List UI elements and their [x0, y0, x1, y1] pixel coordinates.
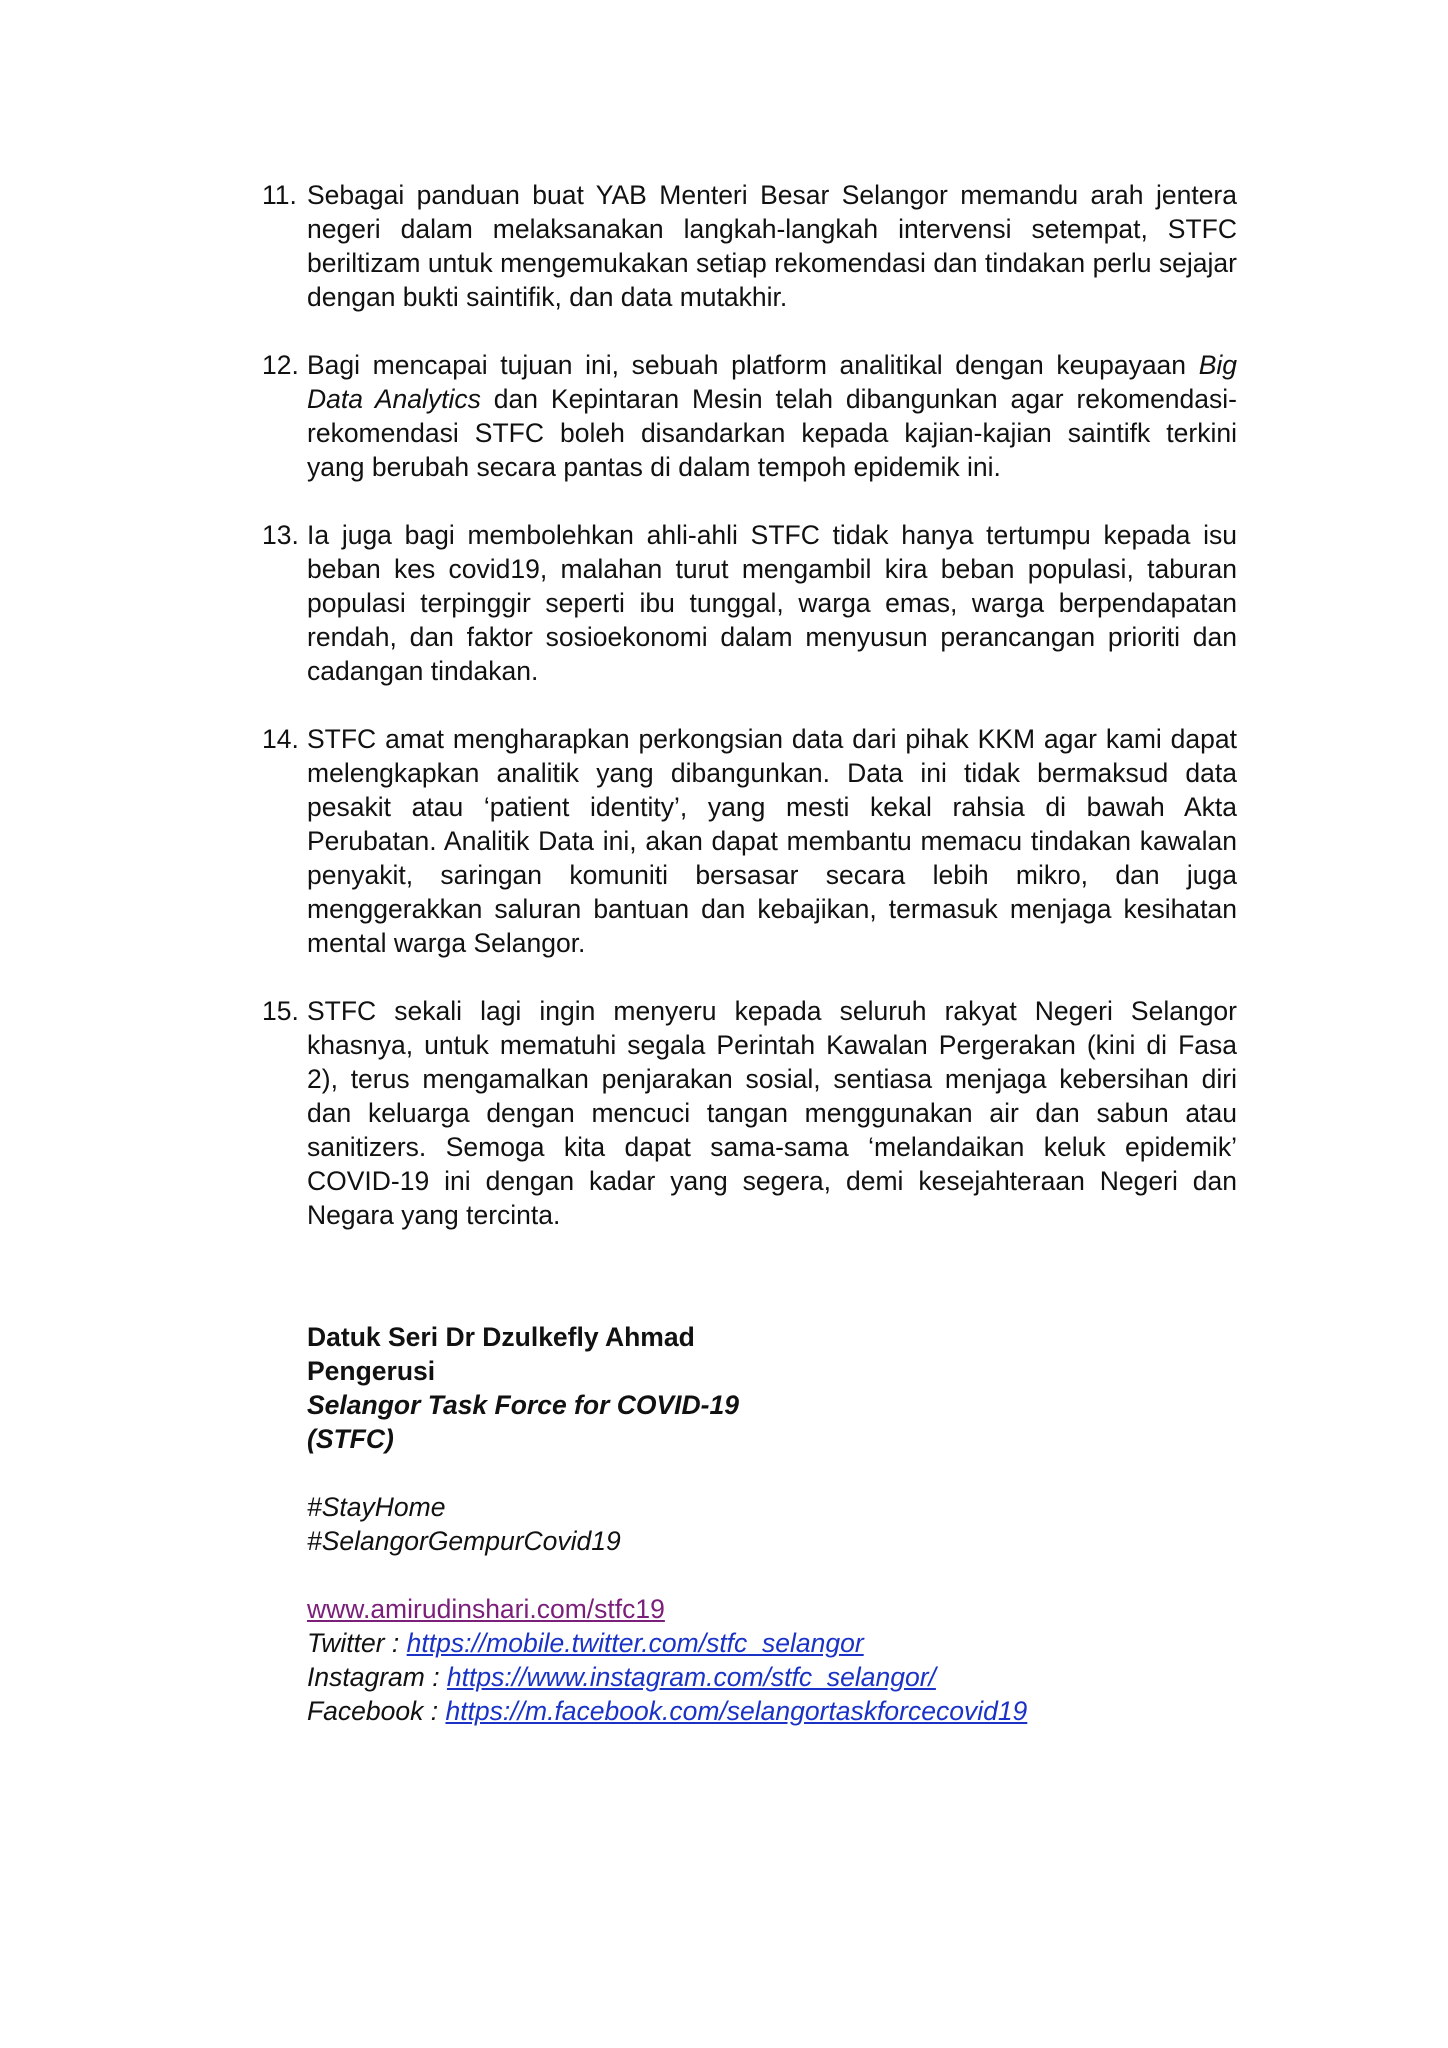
paragraph-number: 15. — [262, 996, 299, 1026]
facebook-row — [307, 1694, 1207, 1728]
paragraph-item — [262, 518, 1237, 688]
hashtag: #StayHome — [307, 1492, 446, 1522]
paragraph-segment: Sebagai panduan buat YAB Menteri Besar Selangor memandu arah jentera negeri dalam melaksanakan langkah-langkah intervensi setempat, STFC beriltizam untuk mengemukakan setiap rekomendasi dan tindakan perlu sejajar dengan bukti saintifik, dan data mutakhir. — [307, 180, 1237, 312]
twitter-row — [307, 1626, 1207, 1660]
website-row — [307, 1592, 1207, 1626]
paragraph-text — [307, 994, 1237, 1232]
paragraph-segment: dan Kepintaran Mesin telah dibangunkan agar rekomendasi-rekomendasi STFC boleh disandarkan kepada kajian-kajian saintifk terkini yang berubah secara pantas di dalam tempoh epidemik ini. — [307, 384, 1237, 482]
paragraph-segment: STFC sekali lagi ingin menyeru kepada seluruh rakyat Negeri Selangor khasnya, untuk mematuhi segala Perintah Kawalan Pergerakan (kini di Fasa 2), terus mengamalkan penjarakan sosial, sentiasa menjaga kebersihan diri dan keluarga dengan mencuci tangan menggunakan air dan sabun atau sanitizers. Semoga kita dapat sama-sama ‘melandaikan keluk epidemik’ COVID-19 ini dengan kadar yang segera, demi kesejahteraan Negeri dan Negara yang tercinta. — [307, 996, 1237, 1230]
paragraph-number: 14. — [262, 724, 299, 754]
paragraph-segment-italic: Big Data Analytics — [307, 350, 1237, 414]
instagram-label: Instagram : — [307, 1662, 447, 1692]
twitter-label: Twitter : — [307, 1628, 407, 1658]
facebook-link[interactable]: https://m.facebook.com/selangortaskforcecovid19 — [445, 1696, 1028, 1726]
website-link[interactable]: www.amirudinshari.com/stfc19 — [307, 1594, 665, 1624]
paragraph-number: 13. — [262, 520, 299, 550]
paragraph-segment: STFC amat mengharapkan perkongsian data dari pihak KKM agar kami dapat melengkapkan analitik yang dibangunkan. Data ini tidak bermaksud data pesakit atau ‘patient identity’, yang mesti kekal rahsia di bawah Akta Perubatan. Analitik Data ini, akan dapat membantu memacu tindakan kawalan penyakit, saringan komuniti bersasar secara lebih mikro, dan juga menggerakkan saluran bantuan dan kebajikan, termasuk menjaga kesihatan mental warga Selangor. — [307, 724, 1237, 958]
signatory-name: Datuk Seri Dr Dzulkefly Ahmad — [307, 1322, 695, 1352]
paragraph-text — [307, 348, 1237, 484]
paragraph-text — [307, 722, 1237, 960]
hashtag: #SelangorGempurCovid19 — [307, 1526, 621, 1556]
paragraph-item — [262, 178, 1237, 314]
instagram-row — [307, 1660, 1207, 1694]
paragraph-item — [262, 722, 1237, 960]
twitter-link[interactable]: https://mobile.twitter.com/stfc_selangor — [406, 1628, 864, 1658]
links-block — [307, 1592, 1207, 1728]
facebook-label: Facebook : — [307, 1696, 446, 1726]
paragraph-text — [307, 518, 1237, 688]
signatory-organization: Selangor Task Force for COVID-19 — [307, 1390, 739, 1420]
paragraph-item — [262, 348, 1237, 484]
paragraph-text — [307, 178, 1237, 314]
instagram-link[interactable]: https://www.instagram.com/stfc_selangor/ — [446, 1662, 936, 1692]
signature-block — [307, 1320, 1207, 1456]
paragraph-number: 12. — [262, 350, 299, 380]
paragraph-segment: Bagi mencapai tujuan ini, sebuah platform analitikal dengan keupayaan — [307, 350, 1199, 380]
paragraph-segment: Ia juga bagi membolehkan ahli-ahli STFC tidak hanya tertumpu kepada isu beban kes covid19, malahan turut mengambil kira beban populasi, taburan populasi terpinggir seperti ibu tunggal, warga emas, warga berpendapatan rendah, dan faktor sosioekonomi dalam menyusun perancangan prioriti dan cadangan tindakan. — [307, 520, 1237, 686]
signatory-abbreviation: (STFC) — [307, 1424, 394, 1454]
signatory-position: Pengerusi — [307, 1356, 436, 1386]
numbered-paragraph-list — [262, 178, 1237, 1266]
hashtag-block — [307, 1490, 1207, 1558]
paragraph-item — [262, 994, 1237, 1232]
paragraph-number: 11. — [262, 180, 297, 210]
